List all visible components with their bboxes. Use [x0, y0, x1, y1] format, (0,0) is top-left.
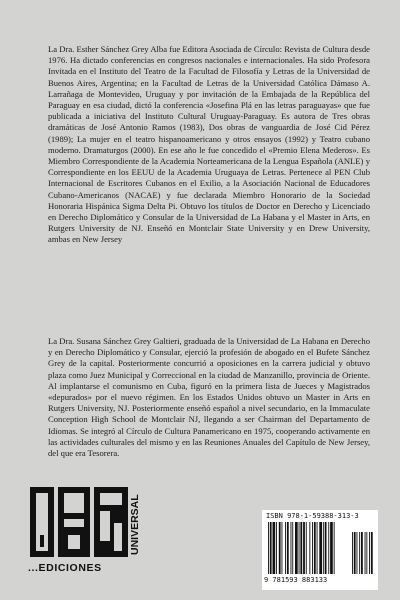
- barcode-bars: [266, 522, 376, 574]
- barcode-digits: 9 781593 883133: [264, 576, 328, 584]
- isbn-label: ISBN 978-1-59388-313-3: [266, 512, 359, 520]
- publisher-name: ...EDICIONES: [28, 562, 102, 574]
- author-bio-esther: La Dra. Esther Sánchez Grey Alba fue Editora Asociada de Círculo: Revista de Cultura desde 1976. Ha dictado conferencias en congresos nacionales e internacionales. Ha sido Profesora Invitada en el Instituto del Teatro de la Facultad de Filosofía y Letras de la Universidad de Buenos Aires, Argentina; en la Facultad de Letras de la Universidad Católica Dámaso A. Larrañaga de Montevideo, Uruguay y por invitación de la Embajada de la República del Paraguay en esa ciudad, dictó la conferencia «Josefina Plá en las letras paraguayas» que fue publicada a iniciativa del Instituto Cultural Uruguay-Paraguay. Es autora de Tres obras dramáticas de José Antonio Ramos (1983), Dos obras de vanguardia de José Cid Pérez (1989); La mujer en el teatro hispanoamericano y otros ensayos (1992) y Teatro cubano moderno. Dramaturgos (2000). En ese año le fue concedido el «Premio Elena Mederos». Es Miembro Correspondiente de la Academia Norteamericana de la Lengua Española (ANLE) y Correspondiente en los EEUU de la Academia Uruguaya de Letras. Pertenece al PEN Club Internacional de Escritores Cubanos en el Exilio, a la Asociación Nacional de Educadores Cubano-Americanos (NACAE) y fue declarada Miembro Honorario de la Sociedad Honoraria Hispánica Sigma Delta Pi. Obtuvo los títulos de Doctor en Derecho y Licenciado en Derecho Diplomático y Consular de la Universidad de La Habana y el Master in Arts, en Rutgers University de NJ. Enseñó en Montclair State University y en Drew University, ambas en New Jersey: [48, 44, 370, 245]
- author-bio-susana: La Dra. Susana Sánchez Grey Galtieri, graduada de la Universidad de La Habana en Derecho y en Derecho Diplomático y Consular, ejerció la profesión de abogado en el Bufete Sánchez Grey de la capital. Posteriormente concurrió a oposiciones en la carrera judicial y obtuvo plaza como Juez Municipal y Correccional en la ciudad de Manzanillo, provincia de Oriente. Al implantarse el comunismo en Cuba, figuró en la primera lista de Jueces y Magistrados «depurados» por el nuevo régimen. En los Estados Unidos obtuvo un Master in Arts en Rutgers University, NJ. Posteriormente enseñó español a nivel secundario, en la Immaculate Conception High School de Montclair NJ, llegando a ser Chairman del Departamento de Idiomas. Se integró al Círculo de Cultura Panamericano en 1975, cooperando activamente en las actividades culturales del mismo y en las Reuniones Anuales del Capítulo de New Jersey, del que era Tesorera.: [48, 336, 370, 459]
- ediciones-universal-logo: [28, 483, 150, 561]
- isbn-barcode: [262, 510, 378, 590]
- publisher-vertical-label: UNIVERSAL: [129, 494, 141, 555]
